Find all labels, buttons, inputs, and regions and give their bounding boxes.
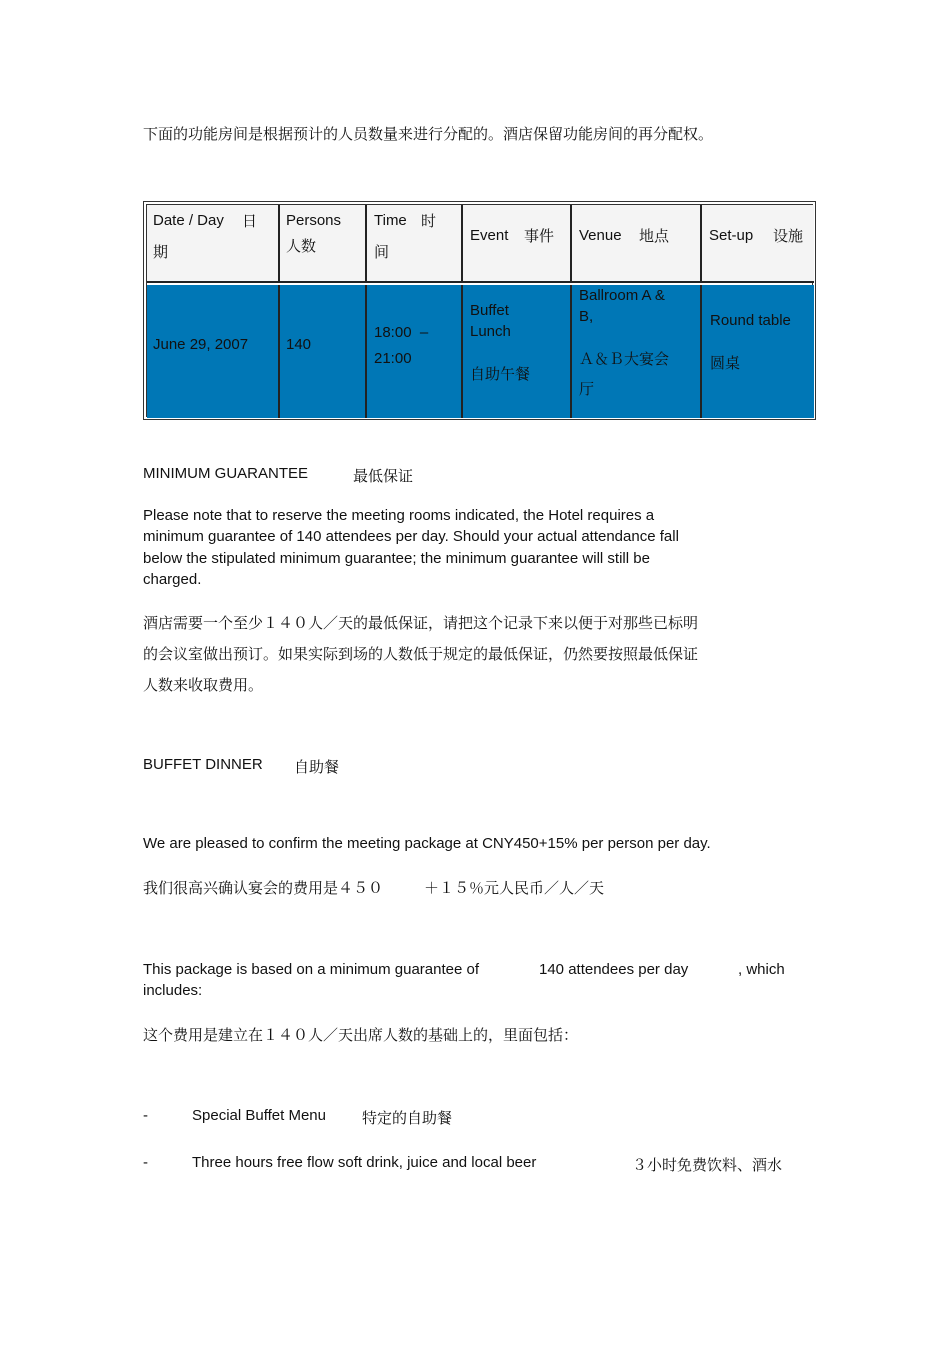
list-item-2-dash: - bbox=[143, 1154, 148, 1171]
row-setup-en: Round table bbox=[710, 312, 791, 329]
list-item-2-en: Three hours free flow soft drink, juice and local beer bbox=[192, 1154, 537, 1171]
function-room-table bbox=[143, 201, 816, 420]
row-time-end: 21:00 bbox=[374, 350, 412, 367]
row-date bbox=[147, 285, 280, 418]
row-event bbox=[463, 285, 572, 418]
header-time-en: Time bbox=[374, 212, 407, 229]
buffet-confirm-en: We are pleased to confirm the meeting package at CNY450+15% per person per day. bbox=[143, 835, 711, 852]
min-guarantee-title-cn: 最低保证 bbox=[353, 467, 414, 485]
min-guarantee-para-en-3: below the stipulated minimum guarantee; the minimum guarantee will still be bbox=[143, 550, 650, 567]
header-venue-cn: 地点 bbox=[639, 227, 670, 245]
header-venue bbox=[572, 205, 702, 283]
header-venue-en: Venue bbox=[579, 227, 622, 244]
buffet-title-cn: 自助餐 bbox=[294, 758, 340, 776]
list-item-1-dash: - bbox=[143, 1107, 148, 1124]
package-en-b: 140 attendees per day bbox=[539, 961, 689, 978]
header-date-cn-a: 日 bbox=[242, 212, 258, 230]
min-guarantee-para-en-1: Please note that to reserve the meeting rooms indicated, the Hotel requires a bbox=[143, 507, 655, 524]
header-event bbox=[463, 205, 572, 283]
header-time bbox=[367, 205, 463, 283]
header-setup-en: Set-up bbox=[709, 227, 754, 244]
row-setup-cn: 圆桌 bbox=[710, 354, 741, 372]
list-item-1-en: Special Buffet Menu bbox=[192, 1107, 326, 1124]
min-guarantee-para-en-4: charged. bbox=[143, 571, 202, 588]
buffet-confirm-cn-a: 我们很高兴确认宴会的费用是４５０ bbox=[143, 879, 384, 897]
row-venue-en-b: B, bbox=[579, 308, 594, 325]
header-persons-cn: 人数 bbox=[286, 237, 317, 255]
header-event-en: Event bbox=[470, 227, 509, 244]
package-en-c: , which bbox=[738, 961, 785, 978]
list-item-1-cn: 特定的自助餐 bbox=[362, 1109, 453, 1127]
header-date-cn-b: 期 bbox=[153, 243, 169, 261]
intro-text: 下面的功能房间是根据预计的人员数量来进行分配的。酒店保留功能房间的再分配权。 bbox=[143, 125, 714, 143]
row-date-value: June 29, 2007 bbox=[153, 336, 249, 353]
min-guarantee-para-en-2: minimum guarantee of 140 attendees per day. Should your actual attendance fall bbox=[143, 528, 679, 545]
header-time-cn-a: 时 bbox=[421, 212, 437, 230]
header-time-cn-b: 间 bbox=[374, 243, 390, 261]
header-date bbox=[147, 205, 280, 283]
row-venue-cn-b: 厅 bbox=[579, 380, 595, 398]
package-en-a: This package is based on a minimum guarantee of bbox=[143, 961, 480, 978]
header-persons bbox=[280, 205, 367, 283]
header-setup bbox=[702, 205, 814, 283]
row-persons-value: 140 bbox=[286, 336, 312, 353]
header-event-cn: 事件 bbox=[524, 227, 555, 245]
min-guarantee-para-cn-2: 的会议室做出预订。如果实际到场的人数低于规定的最低保证，仍然要按照最低保证 bbox=[143, 645, 699, 663]
row-persons bbox=[280, 285, 367, 418]
list-item-2-cn: ３小时免费饮料、酒水 bbox=[632, 1156, 783, 1174]
row-venue-cn-a: Ａ＆Ｂ大宴会 bbox=[579, 350, 670, 368]
row-time bbox=[367, 285, 463, 418]
row-event-cn: 自助午餐 bbox=[470, 365, 531, 383]
row-event-en-b: Lunch bbox=[470, 323, 511, 340]
package-cn: 这个费用是建立在１４０人／天出席人数的基础上的，里面包括： bbox=[143, 1026, 579, 1044]
header-setup-cn: 设施 bbox=[773, 227, 804, 245]
min-guarantee-title-en: MINIMUM GUARANTEE bbox=[143, 465, 308, 482]
header-persons-en: Persons bbox=[286, 212, 342, 229]
header-date-en: Date / Day bbox=[153, 212, 224, 229]
min-guarantee-para-cn-1: 酒店需要一个至少１４０人／天的最低保证，请把这个记录下来以便于对那些已标明 bbox=[143, 614, 699, 632]
row-event-en-a: Buffet bbox=[470, 302, 509, 319]
row-time-start: 18:00 – bbox=[374, 324, 429, 341]
row-venue-en-a: Ballroom A & bbox=[579, 287, 665, 304]
min-guarantee-para-cn-3: 人数来收取费用。 bbox=[143, 676, 264, 694]
buffet-title-en: BUFFET DINNER bbox=[143, 756, 263, 773]
buffet-confirm-cn-b: ＋１５％元人民币／人／天 bbox=[424, 879, 605, 897]
row-setup bbox=[702, 285, 814, 418]
row-venue bbox=[572, 285, 702, 418]
package-en-d: includes: bbox=[143, 982, 203, 999]
